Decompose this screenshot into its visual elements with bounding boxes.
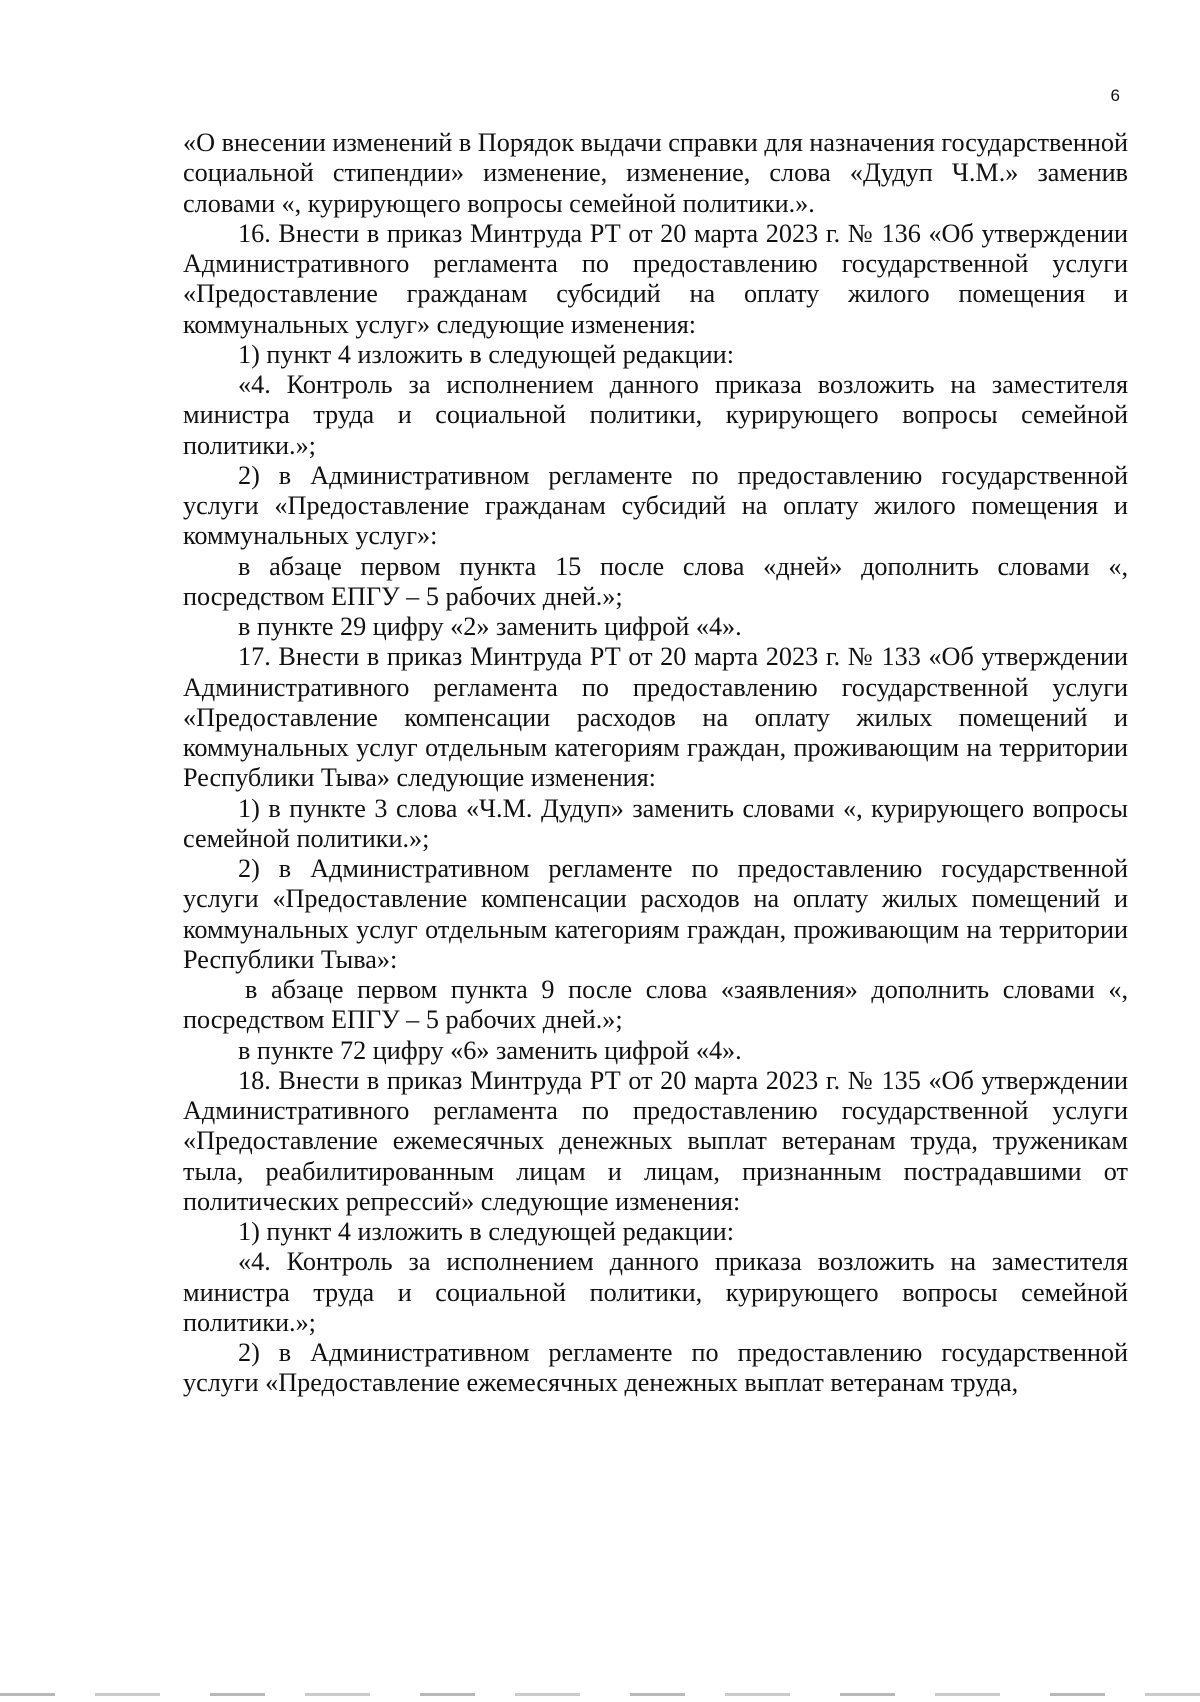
document-body: [183, 128, 1128, 1399]
paragraph-subitem: 2) в Административном регламенте по предоставлению государственной услуги «Предоставление гражданам субсидий на оплату жилого помещения и коммунальных услуг»:: [183, 460, 1128, 551]
paragraph-amendment: в абзаце первом пункта 9 после слова «заявления» дополнить словами «, посредством ЕПГУ – 5 рабочих дней.»;: [183, 975, 1128, 1035]
paragraph-subitem: 1) пункт 4 изложить в следующей редакции:: [238, 339, 734, 369]
paragraph-continuation: «О внесении изменений в Порядок выдачи справки для назначения государственной социальной стипендии» изменение, изменение, слова «Дудуп Ч.М.» заменив словами «, курирующего вопросы семейной политики.».: [183, 128, 1128, 218]
paragraph-quote: «4. Контроль за исполнением данного приказа возложить на заместителя министра труда и социальной политики, курирующего вопросы семейной политики.»;: [183, 370, 1128, 460]
paragraph-subitem: 1) пункт 4 изложить в следующей редакции:: [238, 1217, 734, 1246]
paragraph-item-17: 17. Внести в приказ Минтруда РТ от 20 марта 2023 г. № 133 «Об утверждении Административного регламента по предоставлению государственной услуги «Предоставление компенсации расходов на оплату жилых помещений и коммунальных услуг отдельным категориям граждан, проживающим на территории Республики Тыва» следующие изменения:: [183, 642, 1128, 793]
paragraph-item-16: 16. Внести в приказ Минтруда РТ от 20 марта 2023 г. № 136 «Об утверждении Административного регламента по предоставлению государственной услуги «Предоставление гражданам субсидий на оплату жилого помещения и коммунальных услуг» следующие изменения:: [183, 218, 1128, 339]
paragraph-subitem: 2) в Административном регламенте по предоставлению государственной услуги «Предоставление ежемесячных денежных выплат ветеранам труда,: [183, 1338, 1128, 1398]
paragraph-amendment: в пункте 72 цифру «6» заменить цифрой «4».: [238, 1035, 742, 1065]
paragraph-subitem: 2) в Административном регламенте по предоставлению государственной услуги «Предоставление компенсации расходов на оплату жилых помещений и коммунальных услуг отдельным категориям граждан, проживающим на территории Республики Тыва»:: [183, 854, 1128, 974]
paragraph-subitem: 1) в пункте 3 слова «Ч.М. Дудуп» заменить словами «, курирующего вопросы семейной политики.»;: [183, 793, 1128, 853]
paragraph-quote: «4. Контроль за исполнением данного приказа возложить на заместителя министра труда и социальной политики, курирующего вопросы семейной политики.»;: [183, 1247, 1128, 1337]
paragraph-item-18: 18. Внести в приказ Минтруда РТ от 20 марта 2023 г. № 135 «Об утверждении Административного регламента по предоставлению государственной услуги «Предоставление ежемесячных денежных выплат ветеранам труда, труженикам тыла, реабилитированным лицам и лицам, признанным пострадавшими от политических репрессий» следующие изменения:: [183, 1065, 1128, 1216]
page-number: 6: [1110, 86, 1120, 105]
paragraph-amendment: в пункте 29 цифру «2» заменить цифрой «4».: [238, 612, 742, 641]
paragraph-amendment: в абзаце первом пункта 15 после слова «дней» дополнить словами «, посредством ЕПГУ – 5 рабочих дней.»;: [183, 551, 1128, 611]
scan-edge-artifact: [0, 1693, 1200, 1696]
